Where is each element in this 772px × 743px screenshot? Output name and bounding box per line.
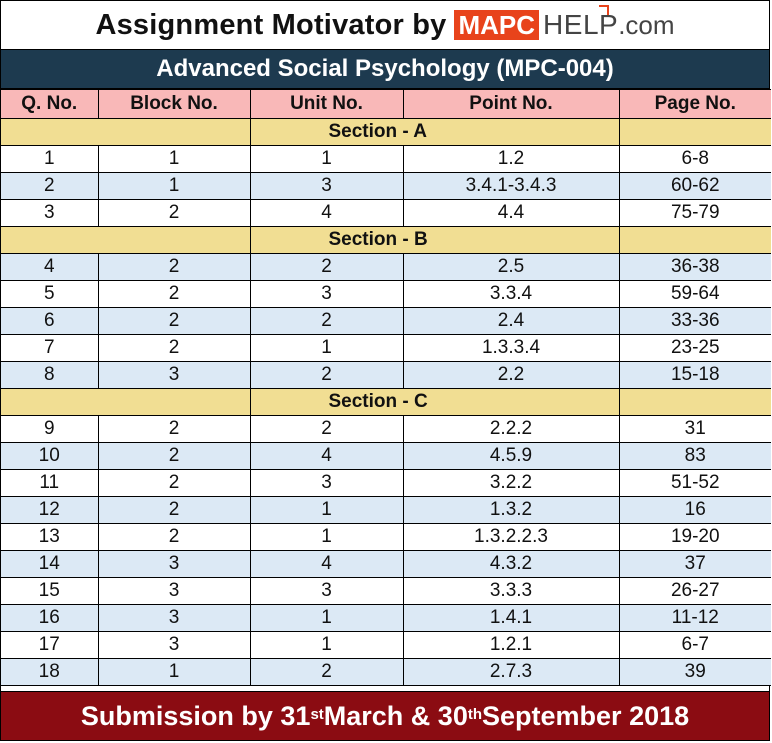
cell-qno: 8 bbox=[1, 362, 98, 389]
cell-page: 60-62 bbox=[619, 173, 771, 200]
table-row bbox=[1, 308, 771, 335]
cell-block: 2 bbox=[98, 254, 250, 281]
cell-qno: 5 bbox=[1, 281, 98, 308]
cell-page: 31 bbox=[619, 416, 771, 443]
page-header bbox=[1, 1, 769, 50]
cell-block: 1 bbox=[98, 173, 250, 200]
cell-unit: 4 bbox=[250, 443, 403, 470]
table-row bbox=[1, 632, 771, 659]
cell-qno: 9 bbox=[1, 416, 98, 443]
cell-page: 83 bbox=[619, 443, 771, 470]
cell-block: 2 bbox=[98, 524, 250, 551]
cell-point: 4.4 bbox=[403, 200, 619, 227]
logo-mapc-text: MAPC bbox=[454, 10, 539, 40]
cell-qno: 10 bbox=[1, 443, 98, 470]
column-header-unit: Unit No. bbox=[250, 90, 403, 119]
cell-qno: 18 bbox=[1, 659, 98, 686]
cell-qno: 17 bbox=[1, 632, 98, 659]
cell-point: 1.2 bbox=[403, 146, 619, 173]
cell-block: 2 bbox=[98, 416, 250, 443]
section-spacer bbox=[619, 119, 771, 146]
cell-qno: 14 bbox=[1, 551, 98, 578]
section-label: Section - B bbox=[250, 227, 619, 254]
cell-point: 1.3.2 bbox=[403, 497, 619, 524]
section-label: Section - A bbox=[250, 119, 619, 146]
cell-page: 6-8 bbox=[619, 146, 771, 173]
cell-unit: 1 bbox=[250, 335, 403, 362]
page-title: Assignment Motivator by bbox=[95, 8, 447, 41]
cell-point: 2.4 bbox=[403, 308, 619, 335]
cell-page: 59-64 bbox=[619, 281, 771, 308]
cell-block: 2 bbox=[98, 308, 250, 335]
section-label: Section - C bbox=[250, 389, 619, 416]
table-body bbox=[1, 119, 771, 686]
cell-unit: 2 bbox=[250, 362, 403, 389]
cell-page: 11-12 bbox=[619, 605, 771, 632]
cell-block: 2 bbox=[98, 281, 250, 308]
cell-point: 3.3.4 bbox=[403, 281, 619, 308]
section-spacer bbox=[1, 119, 250, 146]
cell-page: 33-36 bbox=[619, 308, 771, 335]
cell-point: 3.2.2 bbox=[403, 470, 619, 497]
footer-sup-1: st bbox=[310, 705, 324, 723]
cell-point: 2.7.3 bbox=[403, 659, 619, 686]
cell-block: 3 bbox=[98, 362, 250, 389]
logo-help-text bbox=[539, 9, 618, 41]
cell-page: 26-27 bbox=[619, 578, 771, 605]
section-spacer bbox=[619, 389, 771, 416]
logo-dotcom-text: .com bbox=[618, 9, 675, 40]
table-row bbox=[1, 578, 771, 605]
table-row bbox=[1, 173, 771, 200]
cell-page: 6-7 bbox=[619, 632, 771, 659]
cell-qno: 6 bbox=[1, 308, 98, 335]
cell-block: 3 bbox=[98, 551, 250, 578]
cell-unit: 1 bbox=[250, 497, 403, 524]
table-row bbox=[1, 443, 771, 470]
cell-page: 39 bbox=[619, 659, 771, 686]
cell-point: 2.2 bbox=[403, 362, 619, 389]
cell-point: 1.3.3.4 bbox=[403, 335, 619, 362]
table-row bbox=[1, 254, 771, 281]
footer-text-2: March & 30 bbox=[323, 700, 468, 731]
cell-qno: 4 bbox=[1, 254, 98, 281]
logo-help-word: HELP bbox=[543, 9, 619, 40]
section-row bbox=[1, 119, 771, 146]
section-spacer bbox=[1, 389, 250, 416]
footer-text-3: September 2018 bbox=[482, 700, 690, 731]
cell-block: 2 bbox=[98, 335, 250, 362]
cell-unit: 2 bbox=[250, 308, 403, 335]
cell-unit: 4 bbox=[250, 200, 403, 227]
cell-page: 36-38 bbox=[619, 254, 771, 281]
footer-sup-2: th bbox=[467, 705, 483, 723]
section-spacer bbox=[1, 227, 250, 254]
cell-block: 2 bbox=[98, 443, 250, 470]
cell-unit: 1 bbox=[250, 605, 403, 632]
cell-point: 1.4.1 bbox=[403, 605, 619, 632]
column-header-page: Page No. bbox=[619, 90, 771, 119]
cell-block: 3 bbox=[98, 578, 250, 605]
submission-banner bbox=[1, 691, 769, 740]
table-row bbox=[1, 605, 771, 632]
cell-point: 2.5 bbox=[403, 254, 619, 281]
column-header-point: Point No. bbox=[403, 90, 619, 119]
cell-unit: 3 bbox=[250, 173, 403, 200]
cell-point: 1.2.1 bbox=[403, 632, 619, 659]
cell-qno: 11 bbox=[1, 470, 98, 497]
cell-page: 51-52 bbox=[619, 470, 771, 497]
table-row bbox=[1, 146, 771, 173]
cell-point: 2.2.2 bbox=[403, 416, 619, 443]
cell-unit: 1 bbox=[250, 632, 403, 659]
cell-qno: 13 bbox=[1, 524, 98, 551]
cell-block: 3 bbox=[98, 605, 250, 632]
cell-block: 1 bbox=[98, 146, 250, 173]
column-header-block: Block No. bbox=[98, 90, 250, 119]
cell-qno: 12 bbox=[1, 497, 98, 524]
cell-point: 1.3.2.2.3 bbox=[403, 524, 619, 551]
cell-qno: 1 bbox=[1, 146, 98, 173]
cell-point: 4.3.2 bbox=[403, 551, 619, 578]
cell-unit: 2 bbox=[250, 416, 403, 443]
cell-point: 3.4.1-3.4.3 bbox=[403, 173, 619, 200]
assignment-table bbox=[1, 89, 771, 686]
cell-qno: 2 bbox=[1, 173, 98, 200]
cell-unit: 3 bbox=[250, 281, 403, 308]
table-row bbox=[1, 497, 771, 524]
table-row bbox=[1, 281, 771, 308]
table-row bbox=[1, 362, 771, 389]
table-header-row bbox=[1, 90, 771, 119]
logo-tick-icon bbox=[599, 5, 609, 15]
cell-block: 2 bbox=[98, 200, 250, 227]
cell-unit: 3 bbox=[250, 578, 403, 605]
cell-block: 3 bbox=[98, 632, 250, 659]
cell-unit: 2 bbox=[250, 659, 403, 686]
section-spacer bbox=[619, 227, 771, 254]
cell-block: 2 bbox=[98, 497, 250, 524]
cell-page: 75-79 bbox=[619, 200, 771, 227]
cell-page: 15-18 bbox=[619, 362, 771, 389]
cell-page: 19-20 bbox=[619, 524, 771, 551]
mapchelp-logo bbox=[454, 8, 674, 42]
table-row bbox=[1, 659, 771, 686]
cell-unit: 3 bbox=[250, 470, 403, 497]
subject-title: Advanced Social Psychology (MPC-004) bbox=[1, 50, 769, 89]
cell-qno: 7 bbox=[1, 335, 98, 362]
cell-unit: 4 bbox=[250, 551, 403, 578]
table-row bbox=[1, 335, 771, 362]
table-row bbox=[1, 200, 771, 227]
cell-qno: 15 bbox=[1, 578, 98, 605]
cell-qno: 3 bbox=[1, 200, 98, 227]
cell-block: 2 bbox=[98, 470, 250, 497]
cell-point: 3.3.3 bbox=[403, 578, 619, 605]
cell-qno: 16 bbox=[1, 605, 98, 632]
cell-page: 16 bbox=[619, 497, 771, 524]
cell-page: 37 bbox=[619, 551, 771, 578]
table-row bbox=[1, 416, 771, 443]
cell-block: 1 bbox=[98, 659, 250, 686]
table-row bbox=[1, 524, 771, 551]
cell-unit: 1 bbox=[250, 524, 403, 551]
footer-text-1: Submission by 31 bbox=[80, 700, 311, 731]
table-row bbox=[1, 551, 771, 578]
cell-unit: 2 bbox=[250, 254, 403, 281]
cell-unit: 1 bbox=[250, 146, 403, 173]
cell-page: 23-25 bbox=[619, 335, 771, 362]
column-header-qno: Q. No. bbox=[1, 90, 98, 119]
table-row bbox=[1, 470, 771, 497]
cell-point: 4.5.9 bbox=[403, 443, 619, 470]
section-row bbox=[1, 389, 771, 416]
section-row bbox=[1, 227, 771, 254]
